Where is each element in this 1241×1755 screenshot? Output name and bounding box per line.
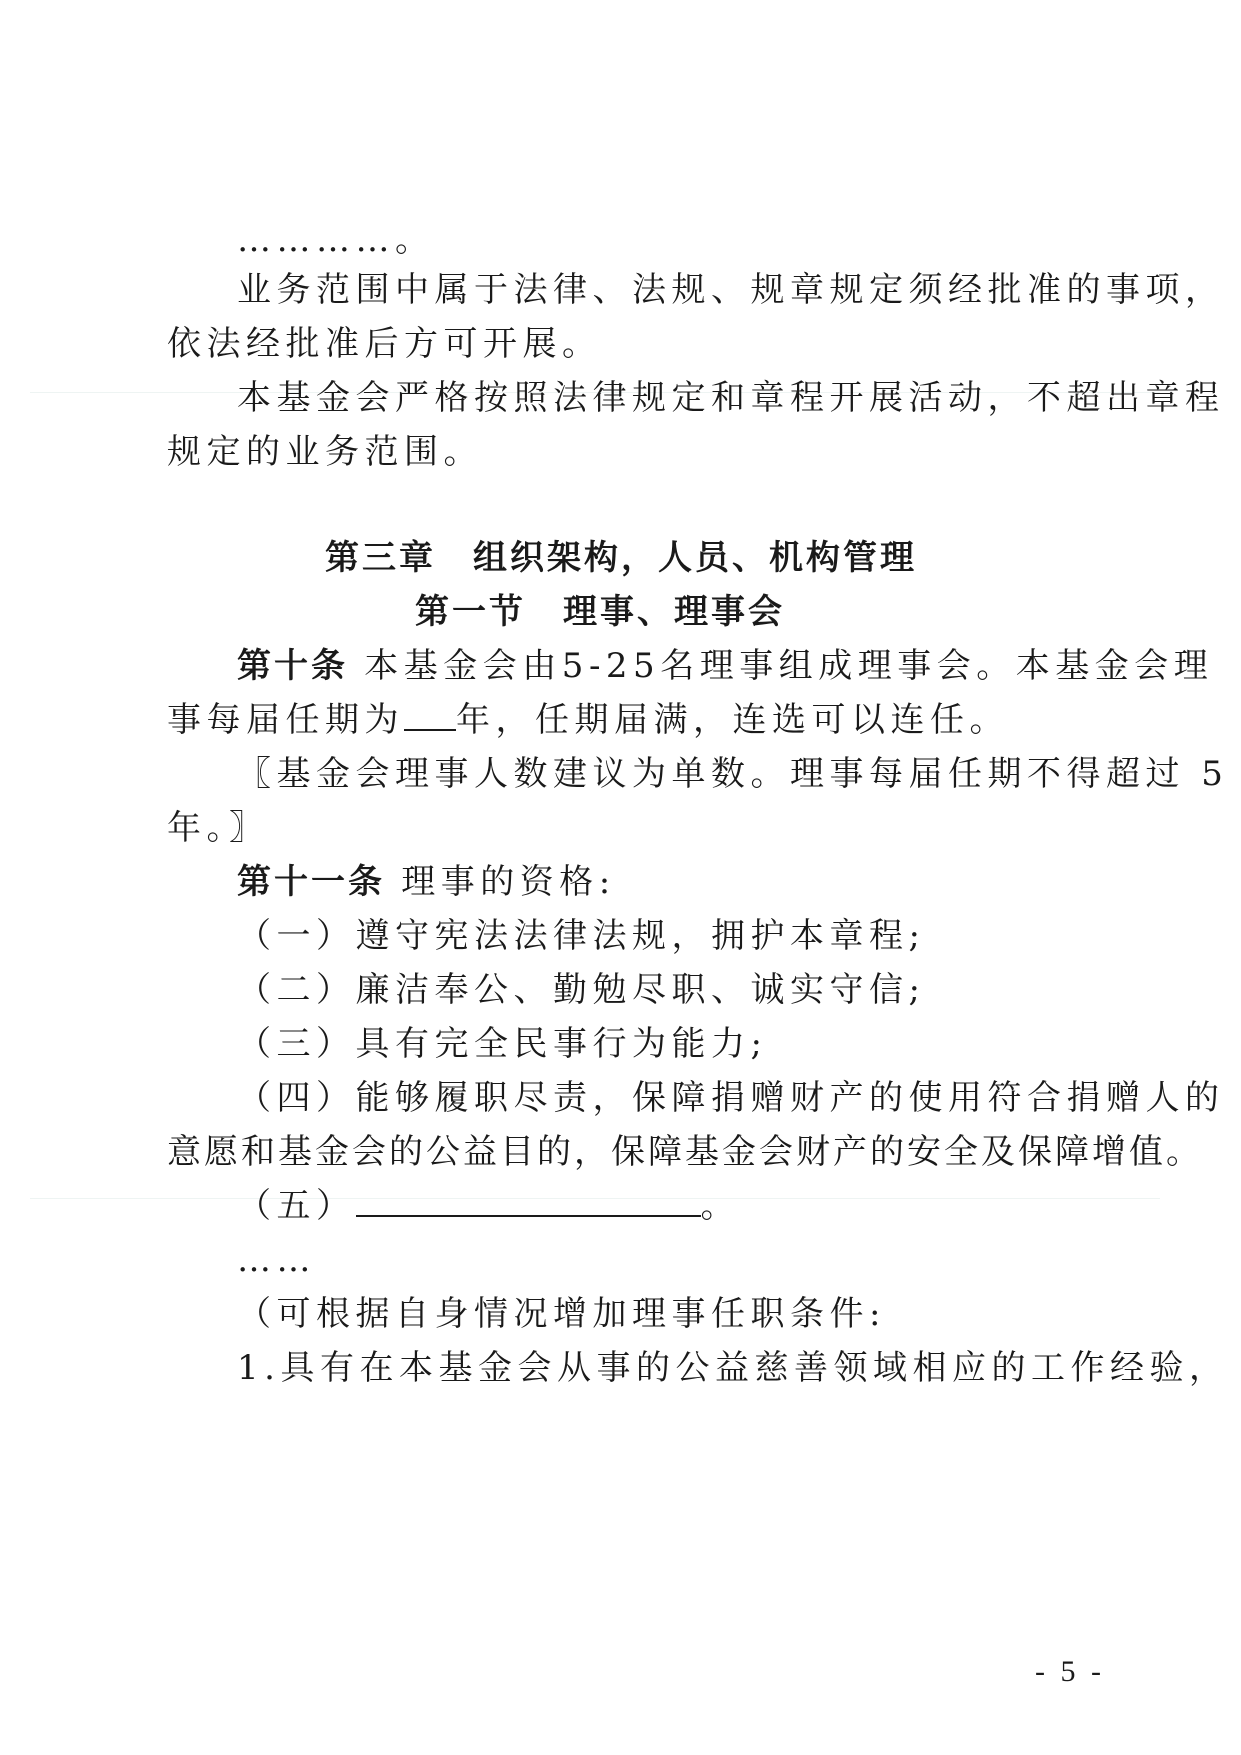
ellipsis-line: …………。 bbox=[237, 220, 435, 260]
paragraph-line: 业务范围中属于法律、法规、规章规定须经批准的事项， bbox=[237, 270, 1225, 310]
fill-in-blank bbox=[356, 1215, 701, 1217]
note-line: （可根据自身情况增加理事任职条件: bbox=[237, 1294, 886, 1334]
list-item: 意愿和基金会的公益目的，保障基金会财产的安全及保障增值。 bbox=[167, 1132, 1203, 1172]
section-title: 第一节 理事、理事会 bbox=[415, 592, 785, 632]
list-item bbox=[237, 1184, 740, 1228]
fill-in-blank bbox=[404, 729, 456, 731]
text-segment: 年，任期届满，连选可以连任。 bbox=[456, 700, 1009, 740]
article-text: 本基金会由5-25名理事组成理事会。本基金会理 bbox=[348, 646, 1214, 686]
chapter-title: 第三章 组织架构，人员、机构管理 bbox=[325, 538, 917, 578]
list-item: （二）廉洁奉公、勤勉尽职、诚实守信; bbox=[237, 970, 926, 1010]
ellipsis-line: …… bbox=[237, 1240, 316, 1280]
article-10 bbox=[237, 644, 1213, 688]
note-line: 年。〗 bbox=[167, 808, 269, 848]
article-text: 理事的资格: bbox=[385, 862, 616, 902]
paragraph-line: 规定的业务范围。 bbox=[167, 432, 483, 472]
page-number: - 5 - bbox=[1035, 1655, 1105, 1688]
text-segment: （五） bbox=[237, 1186, 356, 1226]
article-11 bbox=[237, 860, 616, 904]
text-segment: 事每届任期为 bbox=[167, 700, 404, 740]
list-item: （三）具有完全民事行为能力; bbox=[237, 1024, 768, 1064]
list-item: （四）能够履职尽责，保障捐赠财产的使用符合捐赠人的 bbox=[237, 1078, 1225, 1118]
list-item: （一）遵守宪法法律法规，拥护本章程; bbox=[237, 916, 926, 956]
article-label: 第十条 bbox=[237, 646, 348, 686]
paragraph-line bbox=[167, 698, 1009, 742]
list-item: 1.具有在本基金会从事的公益慈善领域相应的工作经验， bbox=[237, 1348, 1229, 1388]
paragraph-line: 依法经批准后方可开展。 bbox=[167, 324, 602, 364]
paragraph-line: 本基金会严格按照法律规定和章程开展活动，不超出章程 bbox=[237, 378, 1225, 418]
article-label: 第十一条 bbox=[237, 862, 385, 902]
text-segment: 。 bbox=[700, 1186, 740, 1226]
note-line: 〖基金会理事人数建议为单数。理事每届任期不得超过 5 bbox=[237, 754, 1229, 794]
